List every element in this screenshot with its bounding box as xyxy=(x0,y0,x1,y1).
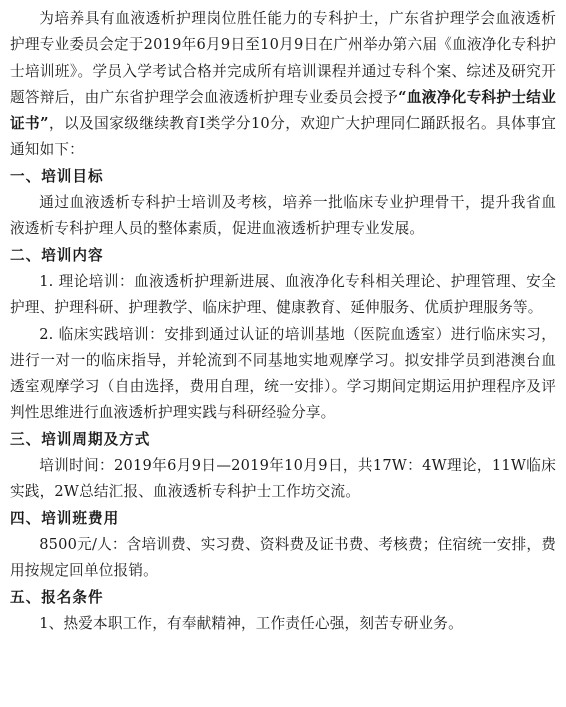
section-heading-goal: 一、培训目标 xyxy=(10,167,104,185)
section-heading-content: 二、培训内容 xyxy=(10,246,104,264)
intro-text-a: 为培养具有血液透析护理岗位胜任能力的专科护士，广东省护理学会血液透析护理专业委员会定于2019年6月9日至10月9日在广州举办第六届《血液净化专科护士培训班》。学员入学考试合格并完成所有培训课程并通过专科个案、综述及研究开题答辩后，由广东省护理学会血液透析护理专业委员会授予 xyxy=(10,10,556,106)
certificate-name: “血液净化专科护士结业证书” xyxy=(10,88,556,133)
theory-training-paragraph: 1. 理论培训：血液透析护理新进展、血液净化专科相关理论、护理管理、安全护理、护理科研、护理教学、临床护理、健康教育、延伸服务、优质护理服务等。 xyxy=(10,272,556,317)
goal-paragraph: 通过血液透析专科护士培训及考核，培养一批临床专业护理骨干，提升我省血液透析专科护理人员的整体素质，促进血液透析护理专业发展。 xyxy=(10,194,556,238)
period-paragraph: 培训时间：2019年6月9日—2019年10月9日，共17W：4W理论，11W临床实践，2W总结汇报、血液透析专科护士工作坊交流。 xyxy=(10,457,556,501)
section-heading-eligibility: 五、报名条件 xyxy=(10,588,104,606)
intro-paragraph xyxy=(10,6,556,164)
section-heading-fee: 四、培训班费用 xyxy=(10,509,120,527)
section-heading-period: 三、培训周期及方式 xyxy=(10,430,151,448)
intro-text-b: ，以及国家级继续教育Ⅰ类学分10分，欢迎广大护理同仁踊跃报名。具体事宜通知如下： xyxy=(10,115,556,159)
eligibility-paragraph: 1、热爱本职工作，有奉献精神，工作责任心强，刻苦专研业务。 xyxy=(39,614,463,632)
fee-paragraph: 8500元/人：含培训费、实习费、资料费及证书费、考核费；住宿统一安排，费用按规定回单位报销。 xyxy=(10,535,556,580)
clinical-training-paragraph: 2. 临床实践培训：安排到通过认证的培训基地（医院血透室）进行临床实习，进行一对一的临床指导，并轮流到不同基地实地观摩学习。拟安排学员到港澳台血透室观摩学习（自由选择，费用自理，统一安排）。学习期间定期运用护理程序及评判性思维进行血液透析护理实践与科研经验分享。 xyxy=(10,325,556,422)
